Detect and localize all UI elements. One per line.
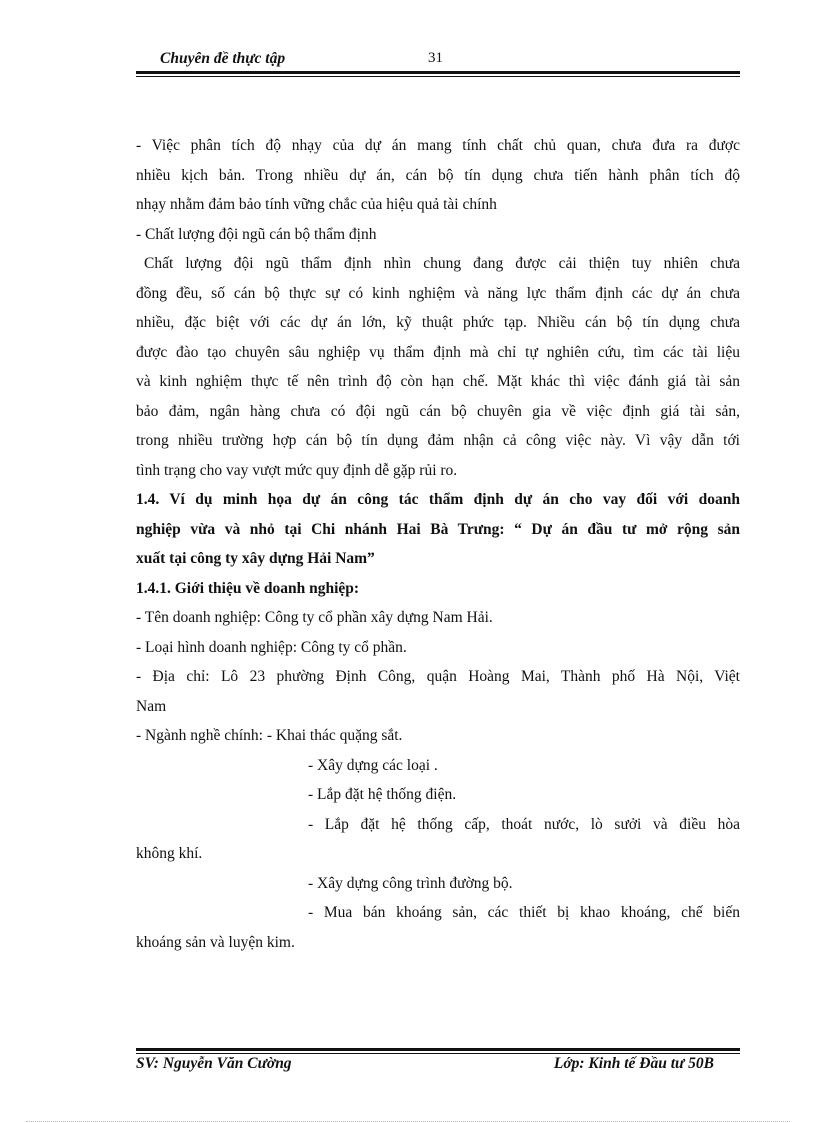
header-rule-thin <box>136 76 740 77</box>
text-line: - Chất lượng đội ngũ cán bộ thẩm định <box>136 225 377 243</box>
section-heading: 1.4. Ví dụ minh họa dự án công tác thẩm định dự án cho vay đối với doanh <box>136 491 740 508</box>
text-line: Nam <box>136 697 167 715</box>
footer-student: SV: Nguyễn Văn Cường <box>136 1055 292 1072</box>
text-line: khoáng sản và luyện kim. <box>136 933 295 951</box>
footer-rule-thin <box>136 1053 740 1054</box>
text-line: nhạy nhằm đảm bảo tính vững chắc của hiệu quả tài chính <box>136 196 497 213</box>
text-line: nhiều kịch bản. Trong nhiều dự án, cán bộ tín dụng chưa tiến hành phân tích độ <box>136 166 740 184</box>
text-line: tình trạng cho vay vượt mức quy định dễ gặp rủi ro. <box>136 461 458 479</box>
page-number: 31 <box>428 50 443 66</box>
section-heading: xuất tại công ty xây dựng Hải Nam” <box>136 550 375 567</box>
body-text <box>136 131 740 957</box>
text-line: được đào tạo chuyên sâu nghiệp vụ thẩm định mà chỉ tự nghiên cứu, tìm các tài liệu <box>136 343 740 361</box>
list-item: - Lắp đặt hệ thống điện. <box>308 786 457 803</box>
text-line: - Ngành nghề chính: - Khai thác quặng sắt. <box>136 727 403 744</box>
page-edge-divider <box>26 1121 790 1122</box>
text-line: Chất lượng đội ngũ thẩm định nhìn chung đang được cải thiện tuy nhiên chưa <box>144 255 740 272</box>
text-line: trong nhiều trường hợp cán bộ tín dụng đảm nhận cả công việc này. Vì vậy dẫn tới <box>136 432 740 449</box>
text-line: - Địa chỉ: Lô 23 phường Định Công, quận Hoàng Mai, Thành phố Hà Nội, Việt <box>136 668 740 685</box>
text-line: không khí. <box>136 845 203 862</box>
footer-rule-thick <box>136 1048 740 1051</box>
section-heading: nghiệp vừa và nhỏ tại Chi nhánh Hai Bà Trưng: “ Dự án đầu tư mở rộng sản <box>136 520 740 538</box>
page-footer <box>136 1055 740 1079</box>
text-line: - Loại hình doanh nghiệp: Công ty cổ phần. <box>136 638 407 656</box>
text-line: nhiều, đặc biệt với các dự án lớn, kỹ thuật phức tạp. Nhiều cán bộ tín dụng chưa <box>136 314 740 331</box>
list-item: - Xây dựng các loại . <box>308 756 438 774</box>
text-line: bảo đảm, ngân hàng chưa có đội ngũ cán bộ chuyên gia về việc định giá tài sản, <box>136 402 740 420</box>
text-line: đồng đều, số cán bộ thực sự có kinh nghiệm và năng lực thẩm định các dự án chưa <box>136 284 740 302</box>
footer-class: Lớp: Kinh tế Đầu tư 50B <box>553 1055 714 1072</box>
list-item: - Mua bán khoáng sản, các thiết bị khao khoáng, chế biến <box>308 904 740 921</box>
list-item: - Xây dựng công trình đường bộ. <box>308 874 513 892</box>
text-line: và kinh nghiệm thực tế nên trình độ còn hạn chế. Mặt khác thì việc đánh giá tài sản <box>136 373 740 390</box>
subsection-heading: 1.4.1. Giới thiệu về doanh nghiệp: <box>136 579 360 597</box>
list-item: - Lắp đặt hệ thống cấp, thoát nước, lò sưởi và điều hòa <box>308 815 740 833</box>
text-line: - Việc phân tích độ nhạy của dự án mang tính chất chủ quan, chưa đưa ra được <box>136 137 740 154</box>
document-title: Chuyên đề thực tập <box>160 50 286 67</box>
text-line: - Tên doanh nghiệp: Công ty cổ phần xây dựng Nam Hải. <box>136 609 493 626</box>
header-rule-thick <box>136 71 740 74</box>
